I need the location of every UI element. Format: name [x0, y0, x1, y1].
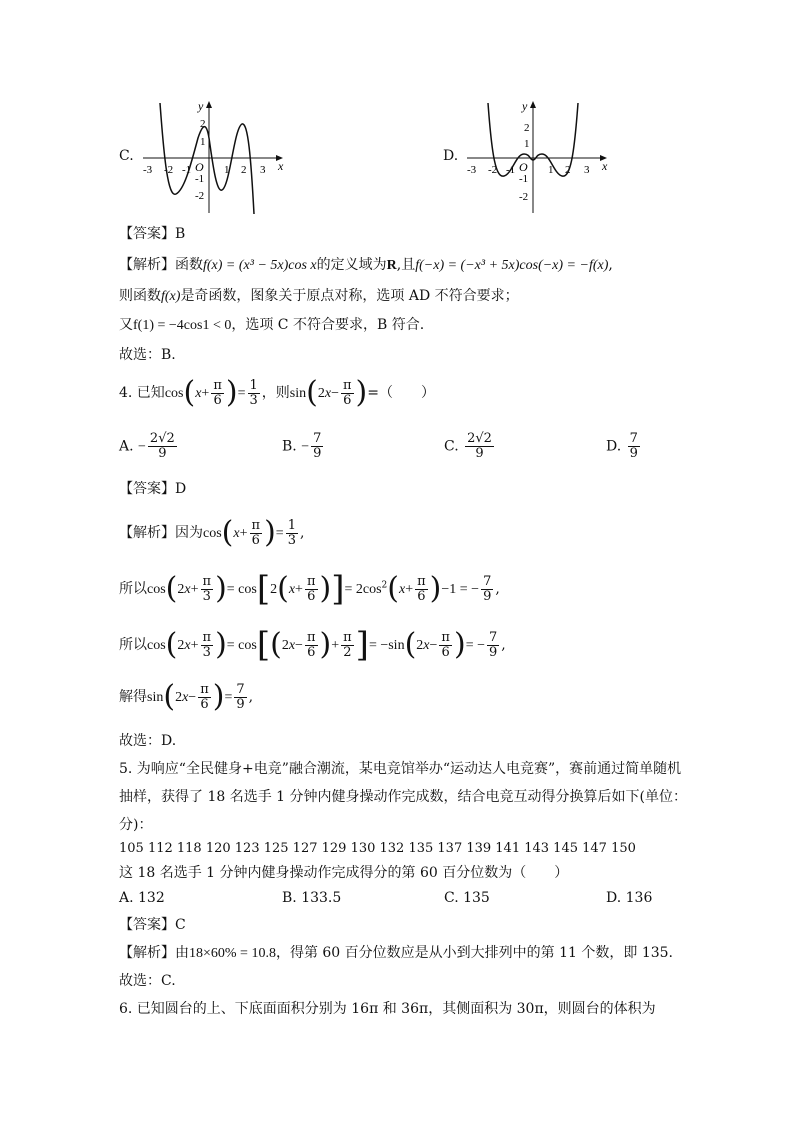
q4-option-a[interactable] [119, 432, 179, 461]
text: ，则 [261, 385, 290, 401]
text: 所以 [119, 637, 147, 653]
q6-stem: 6. 已知圆台的上、下底面面积分别为 16π 和 36π，其侧面积为 30π，则圆台的体积为 [119, 1001, 656, 1017]
option-den: 9 [629, 446, 638, 461]
graph-d-x-label: x [602, 159, 608, 173]
option-letter: A. [119, 438, 134, 455]
q4-analysis-line2: 所以cos(2x+ $\frac{\pi}{3}$ )= cos[2(x+ $\frac{\pi}{6}$ )]= $2\cos^2(x+$ $\frac{\pi}{6}$ )−1 = − $\frac{7}{9}$ , [119, 569, 500, 609]
graph-c-xtick: 2 [241, 164, 247, 176]
option-letter: D. [606, 438, 622, 455]
graph-c [138, 98, 288, 216]
graph-c-y-label: y [198, 99, 204, 113]
q5-conclusion: 故选：C. [119, 973, 176, 989]
analysis-tag: 【解析】 [119, 945, 175, 961]
q5-option-b[interactable]: B. 133.5 [282, 890, 342, 906]
q4-option-c[interactable] [444, 432, 496, 461]
formula: f(−x) = (−x³ + 5x)cos(−x) = −f(x) [415, 258, 609, 273]
graph-c-xtick: -1 [182, 164, 192, 176]
q4-option-d[interactable] [606, 432, 642, 461]
option-sign: − [301, 439, 310, 455]
graph-d-origin: O [519, 160, 528, 174]
graph-d-xtick: 2 [565, 164, 571, 176]
formula: f(1) = −4cos1 < 0 [133, 318, 232, 333]
option-letter: C. [444, 438, 459, 455]
q3-conclusion: 故选：B. [119, 347, 176, 363]
option-den: 9 [313, 446, 322, 461]
q5-stem-line3: 分)： [119, 817, 153, 833]
graph-c-xtick: 1 [224, 164, 230, 176]
q4-analysis-line1: 【解析】因为cos(x+ $\frac{\pi}{6}$ )= $\frac{1}{3}$ , [119, 515, 305, 550]
option-letter: B. [282, 438, 297, 455]
graph-d-xtick: 3 [584, 164, 590, 176]
analysis-tag: 【解析】 [119, 525, 175, 541]
q3-analysis-line2 [119, 287, 519, 306]
q5-stem-line1: 5. 为响应“全民健身+电竞”融合潮流，某电竞馆举办“运动达人电竞赛”，赛前通过简单随机 [119, 761, 682, 777]
q5-analysis [119, 944, 673, 963]
q5-option-a[interactable]: A. 132 [119, 890, 165, 906]
formula: f(x) = (x³ − 5x)cos x [203, 258, 317, 273]
q5-stem-line4: 这 18 名选手 1 分钟内健身操动作完成得分的第 60 百分位数为（ ） [119, 865, 569, 881]
q3-answer: 【答案】B [119, 226, 186, 242]
graph-c-ytick: -2 [195, 190, 205, 202]
graph-c-xtick: -2 [164, 164, 174, 176]
q5-answer: 【答案】C [119, 917, 186, 933]
graph-d-ytick: -2 [519, 191, 529, 203]
graph-c-origin: O [195, 160, 204, 174]
q4-option-b[interactable] [282, 432, 325, 461]
option-c-label: C. [119, 148, 134, 164]
q5-option-d[interactable]: D. 136 [606, 890, 653, 906]
option-d-label: D. [443, 148, 459, 164]
text: 又 [119, 317, 133, 333]
q4-analysis-line3: 所以cos(2x+ $\frac{\pi}{3}$ )= cos[(2x− $\frac{\pi}{6}$ )+ $\frac{\pi}{2}$ ]= −sin(2x− $\frac{\pi}{6}$ )= − $\frac{7}{9}$ , [119, 625, 506, 665]
graph-d-ytick: -1 [519, 173, 529, 185]
graph-d-xtick: -1 [506, 164, 516, 176]
option-num: 2√2 [467, 431, 492, 446]
text: 由 [175, 945, 189, 961]
graph-c-ytick: -1 [195, 173, 205, 185]
option-num: 7 [629, 431, 638, 446]
text: 因为 [175, 525, 203, 541]
q4-stem: 4. 已知cos(x+ $\frac{\pi}{6}$ )= $\frac{1}{3}$ ，则sin(2x− $\frac{\pi}{6}$ )=（ ） [119, 375, 435, 410]
analysis-tag: 【解析】 [119, 257, 175, 273]
q3-analysis-line1 [119, 256, 613, 275]
text: ,且 [396, 257, 416, 273]
text: ，得第 60 百分位数应是从小到大排列中的第 11 个数，即 135. [275, 945, 674, 961]
formula: f(x) [161, 289, 181, 304]
graph-d-xtick: -2 [488, 164, 498, 176]
option-den: 9 [475, 446, 484, 461]
graph-c-ytick: 2 [200, 118, 206, 130]
q3-analysis-line3 [119, 316, 424, 335]
q4-analysis-line4: 解得sin(2x− $\frac{\pi}{6}$ )= $\frac{7}{9}$ , [119, 679, 254, 714]
graph-d [462, 98, 612, 216]
text: 的定义域为 [316, 257, 387, 273]
option-sign: − [138, 439, 146, 455]
graph-d-xtick: 1 [548, 164, 554, 176]
q5-data-line: 105 112 118 120 123 125 127 129 130 132 135 137 139 141 143 145 147 150 [119, 841, 636, 856]
graph-d-ytick: 1 [524, 138, 530, 150]
text: ，选项 C 不符合要求，B 符合. [231, 317, 425, 333]
text: 是奇函数，图象关于原点对称，选项 AD 不符合要求； [180, 288, 519, 304]
q4-conclusion: 故选：D. [119, 733, 177, 749]
graph-d-xtick: -3 [467, 164, 477, 176]
q5-stem-line2: 抽样，获得了 18 名选手 1 分钟内健身操动作完成数，结合电竞互动得分换算后如下(单位： [119, 789, 687, 805]
text: , [608, 257, 613, 273]
q5-option-c[interactable]: C. 135 [444, 890, 490, 906]
text: 所以 [119, 581, 147, 597]
graph-d-y-arrow [530, 101, 536, 108]
graph-c-ytick: 1 [200, 136, 206, 148]
graph-c-y-arrow [206, 101, 212, 108]
text: =（ ） [367, 385, 435, 401]
option-den: 9 [158, 446, 167, 461]
graph-d-y-label: y [522, 99, 528, 113]
text: 函数 [175, 257, 203, 273]
graph-d-ytick: 2 [524, 122, 530, 134]
text: 解得 [119, 689, 147, 705]
formula: R [386, 258, 397, 273]
formula: 18×60% = 10.8 [189, 946, 276, 961]
graph-c-xtick: 3 [260, 164, 266, 176]
q4-answer: 【答案】D [119, 481, 187, 497]
text: 4. 已知 [119, 385, 165, 401]
graph-c-x-label: x [278, 159, 284, 173]
option-num: 2√2 [149, 431, 175, 446]
text: 则函数 [119, 288, 161, 304]
option-num: 7 [313, 431, 322, 446]
graph-c-xtick: -3 [143, 164, 153, 176]
